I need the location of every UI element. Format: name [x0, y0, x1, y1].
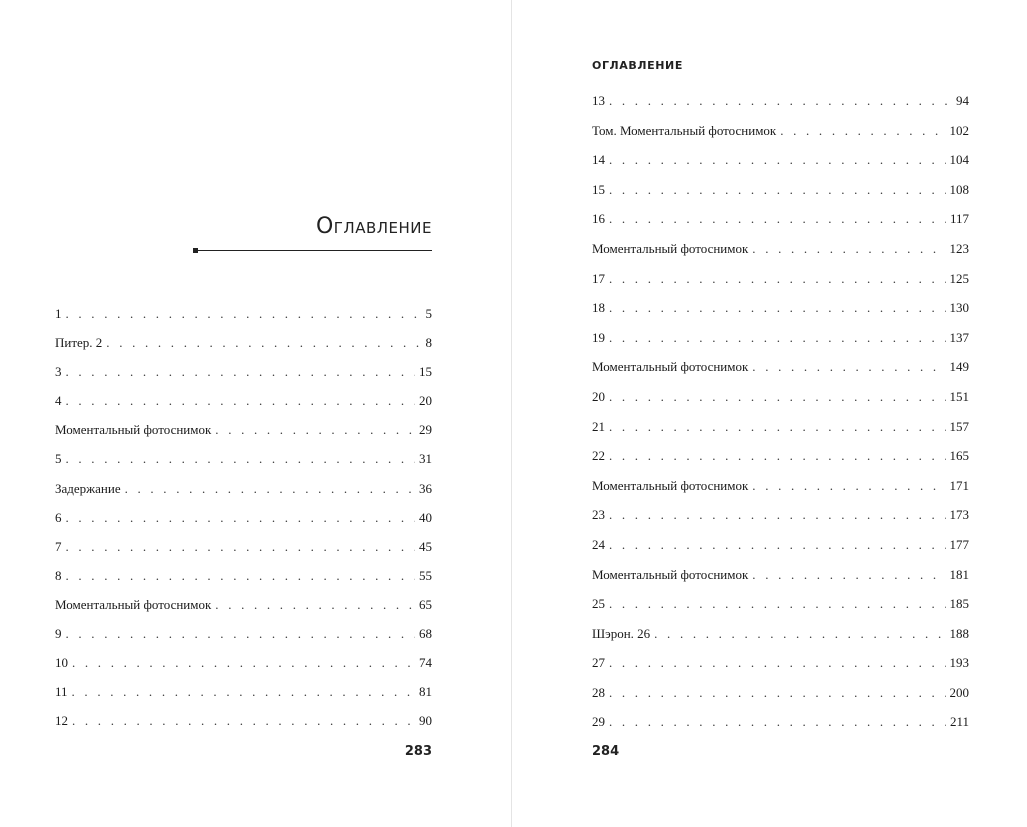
- toc-entry[interactable]: [55, 595, 432, 615]
- toc-dot-leader: [609, 505, 946, 525]
- toc-dot-leader: [780, 121, 945, 141]
- toc-entry-title: 9: [55, 626, 62, 642]
- toc-entry-title: 4: [55, 393, 62, 409]
- toc-entry[interactable]: [592, 505, 969, 525]
- toc-entry-page-number: 165: [949, 448, 969, 464]
- toc-entry[interactable]: [592, 683, 969, 703]
- toc-dot-leader: [752, 476, 945, 496]
- toc-entry[interactable]: [592, 298, 969, 318]
- toc-entry-page-number: 40: [419, 509, 432, 525]
- toc-entry-page-number: 5: [425, 306, 432, 321]
- toc-entry-page-number: 20: [419, 393, 432, 409]
- toc-entry-page-number: 173: [949, 507, 969, 523]
- toc-entry-page-number: 36: [419, 480, 432, 496]
- toc-entry-page-number: 177: [949, 536, 969, 552]
- toc-list-left: [55, 304, 432, 740]
- toc-entry-page-number: 123: [949, 240, 969, 256]
- title-rule: [196, 250, 432, 251]
- toc-entry-page-number: 137: [949, 329, 969, 345]
- toc-entry[interactable]: [592, 535, 969, 555]
- toc-dot-leader: [654, 624, 945, 644]
- toc-entry[interactable]: [592, 712, 969, 732]
- toc-entry-page-number: 74: [419, 655, 432, 671]
- toc-entry-title: 28: [592, 684, 605, 700]
- toc-entry-title: 29: [592, 714, 605, 730]
- contents-title: Оглавление: [315, 213, 432, 239]
- toc-entry-title: Моментальный фотоснимок: [592, 566, 749, 582]
- toc-entry[interactable]: [592, 180, 969, 200]
- toc-dot-leader: [609, 683, 946, 703]
- toc-dot-leader: [215, 420, 415, 440]
- toc-dot-leader: [72, 682, 415, 702]
- toc-entry-title: Питер. 2: [55, 335, 103, 351]
- toc-dot-leader: [66, 391, 416, 411]
- toc-entry-page-number: 171: [949, 477, 969, 493]
- toc-entry-title: 12: [55, 713, 68, 729]
- toc-entry[interactable]: [592, 387, 969, 407]
- toc-entry-title: 22: [592, 448, 605, 464]
- toc-entry[interactable]: [592, 624, 969, 644]
- toc-entry-title: 23: [592, 507, 605, 523]
- toc-entry-page-number: 8: [425, 335, 432, 351]
- toc-entry-page-number: 45: [419, 538, 432, 554]
- toc-entry[interactable]: [55, 449, 432, 469]
- toc-dot-leader: [66, 624, 416, 644]
- toc-entry-title: 20: [592, 388, 605, 404]
- toc-entry-page-number: 149: [949, 359, 969, 375]
- toc-entry-page-number: 15: [419, 364, 432, 380]
- toc-dot-leader: [72, 653, 415, 673]
- toc-entry[interactable]: [592, 446, 969, 466]
- toc-entry-title: Моментальный фотоснимок: [55, 596, 212, 612]
- toc-dot-leader: [609, 328, 946, 348]
- toc-entry-page-number: 193: [949, 655, 969, 671]
- toc-entry-page-number: 31: [419, 451, 432, 467]
- toc-entry-title: 14: [592, 152, 605, 168]
- toc-entry[interactable]: [55, 537, 432, 557]
- toc-entry[interactable]: [55, 479, 432, 499]
- toc-entry-title: Моментальный фотоснимок: [55, 422, 212, 438]
- toc-entry-page-number: 81: [419, 684, 432, 700]
- toc-entry-title: 19: [592, 329, 605, 345]
- toc-entry-title: 18: [592, 300, 605, 316]
- toc-entry-page-number: 102: [949, 122, 969, 138]
- toc-dot-leader: [609, 653, 946, 673]
- toc-entry-page-number: 104: [949, 152, 969, 168]
- toc-entry-page-number: 157: [949, 418, 969, 434]
- toc-entry-page-number: 125: [949, 270, 969, 286]
- toc-entry-title: 3: [55, 364, 62, 380]
- toc-entry-title: 24: [592, 536, 605, 552]
- toc-entry[interactable]: [592, 269, 969, 289]
- toc-entry-title: 21: [592, 418, 605, 434]
- toc-entry[interactable]: [55, 391, 432, 411]
- running-head: ОГЛАВЛЕНИЕ: [592, 59, 683, 72]
- toc-entry-page-number: 68: [419, 626, 432, 642]
- toc-dot-leader: [609, 298, 946, 318]
- toc-entry-title: 27: [592, 655, 605, 671]
- toc-entry[interactable]: [592, 328, 969, 348]
- toc-dot-leader: [609, 712, 946, 732]
- toc-dot-leader: [609, 446, 946, 466]
- toc-dot-leader: [66, 362, 416, 382]
- toc-entry-title: Моментальный фотоснимок: [592, 359, 749, 375]
- toc-entry[interactable]: [592, 653, 969, 673]
- toc-entry[interactable]: [592, 565, 969, 585]
- toc-entry-title: Задержание: [55, 480, 121, 496]
- toc-entry-page-number: 185: [949, 596, 969, 612]
- toc-entry-page-number: 188: [949, 625, 969, 641]
- toc-entry[interactable]: [55, 333, 432, 353]
- toc-entry-title: 6: [55, 509, 62, 525]
- right-page: [512, 0, 1027, 827]
- toc-entry-title: 1: [55, 306, 62, 321]
- toc-entry-title: 10: [55, 655, 68, 671]
- toc-dot-leader: [752, 239, 945, 259]
- toc-entry-page-number: 151: [949, 388, 969, 404]
- toc-dot-leader: [609, 180, 946, 200]
- toc-entry-page-number: 55: [419, 567, 432, 583]
- toc-entry-page-number: 90: [419, 713, 432, 729]
- toc-dot-leader: [609, 535, 946, 555]
- toc-dot-leader: [609, 594, 946, 614]
- toc-dot-leader: [609, 91, 952, 111]
- toc-entry[interactable]: [592, 476, 969, 496]
- toc-entry-title: 25: [592, 596, 605, 612]
- toc-entry-page-number: 94: [956, 93, 969, 108]
- toc-dot-leader: [609, 417, 946, 437]
- toc-dot-leader: [66, 566, 416, 586]
- toc-dot-leader: [609, 150, 946, 170]
- toc-entry[interactable]: [592, 594, 969, 614]
- toc-entry[interactable]: [55, 653, 432, 673]
- toc-entry[interactable]: [55, 566, 432, 586]
- toc-entry-title: 17: [592, 270, 605, 286]
- toc-entry[interactable]: [55, 624, 432, 644]
- toc-entry[interactable]: [592, 357, 969, 377]
- toc-entry-title: Шэрон. 26: [592, 625, 651, 641]
- toc-entry-page-number: 29: [419, 422, 432, 438]
- toc-entry[interactable]: [55, 304, 432, 324]
- toc-entry[interactable]: [592, 121, 969, 141]
- toc-entry[interactable]: [55, 362, 432, 382]
- toc-dot-leader: [752, 357, 945, 377]
- toc-entry-page-number: 211: [949, 714, 969, 730]
- toc-dot-leader: [609, 269, 946, 289]
- toc-entry[interactable]: [55, 508, 432, 528]
- toc-entry[interactable]: [592, 209, 969, 229]
- toc-dot-leader: [66, 304, 422, 324]
- toc-entry-page-number: 200: [949, 684, 969, 700]
- toc-entry[interactable]: [55, 682, 432, 702]
- toc-entry-title: 5: [55, 451, 62, 467]
- toc-entry-title: Моментальный фотоснимок: [592, 240, 749, 256]
- left-page: [0, 0, 512, 827]
- toc-dot-leader: [609, 209, 946, 229]
- toc-dot-leader: [215, 595, 415, 615]
- toc-entry-title: 13: [592, 93, 605, 108]
- toc-dot-leader: [125, 479, 415, 499]
- toc-entry-title: 15: [592, 181, 605, 197]
- toc-entry-title: 8: [55, 567, 62, 583]
- toc-entry-title: Том. Моментальный фотоснимок: [592, 122, 777, 138]
- toc-entry[interactable]: [592, 239, 969, 259]
- toc-dot-leader: [66, 449, 416, 469]
- toc-entry-page-number: 65: [419, 596, 432, 612]
- page-number-right: 284: [592, 744, 620, 759]
- toc-dot-leader: [66, 537, 416, 557]
- toc-dot-leader: [72, 711, 415, 731]
- toc-entry[interactable]: [592, 417, 969, 437]
- toc-entry-title: 16: [592, 211, 605, 227]
- toc-entry[interactable]: [55, 711, 432, 731]
- toc-dot-leader: [609, 387, 946, 407]
- toc-entry[interactable]: [592, 91, 969, 111]
- toc-entry[interactable]: [592, 150, 969, 170]
- page-number-left: 283: [404, 744, 432, 759]
- toc-dot-leader: [66, 508, 416, 528]
- toc-list-right: [592, 91, 969, 742]
- toc-entry-page-number: 117: [949, 211, 969, 227]
- toc-entry-page-number: 108: [949, 181, 969, 197]
- toc-entry-page-number: 181: [949, 566, 969, 582]
- toc-dot-leader: [106, 333, 421, 353]
- toc-entry-title: Моментальный фотоснимок: [592, 477, 749, 493]
- toc-entry-title: 7: [55, 538, 62, 554]
- toc-entry-page-number: 130: [949, 300, 969, 316]
- toc-entry-title: 11: [55, 684, 68, 700]
- toc-entry[interactable]: [55, 420, 432, 440]
- toc-dot-leader: [752, 565, 945, 585]
